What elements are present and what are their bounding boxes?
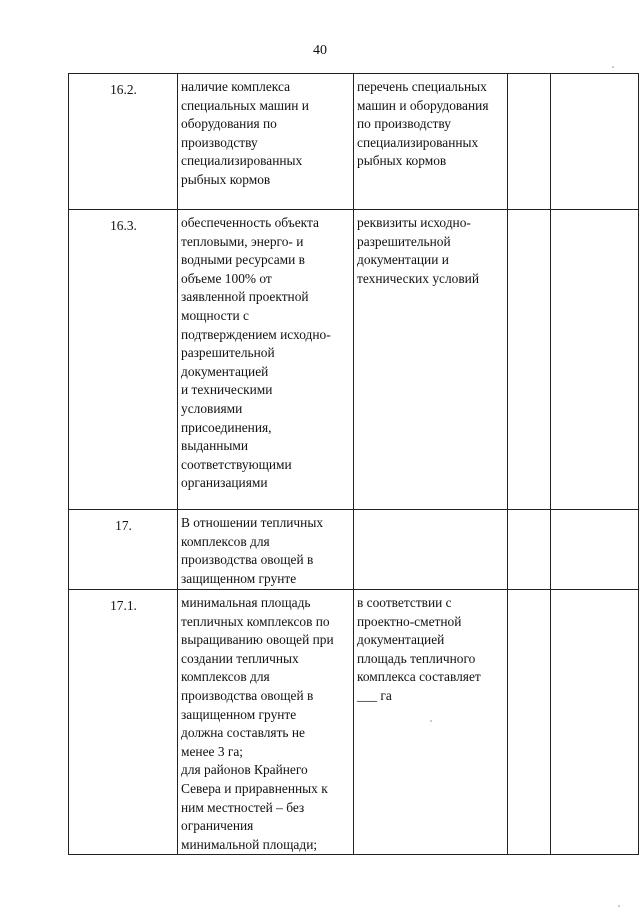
criterion-text: минимальная площадь тепличных комплексов по выращиванию овощей при создании тепличных комплексов для производства овощей в защищенном грунте должна составлять не менее 3 га; для районов Крайнего Севера и приравненных к ним местностей – без ограничения минимальной площади; <box>181 595 334 852</box>
criterion-cell <box>178 510 354 590</box>
criterion-text: наличие комплекса специальных машин и оборудования по производству специализированных рыбных кормов <box>181 79 309 187</box>
confirmation-cell <box>354 590 508 855</box>
row-number: 17.1. <box>69 590 178 855</box>
criterion-cell <box>178 590 354 855</box>
empty-cell <box>508 590 551 855</box>
confirmation-text: в соответствии с проектно-сметной документацией площадь тепличного комплекса составляет ___ га <box>357 595 481 703</box>
scan-speck <box>612 66 614 68</box>
confirmation-text: перечень специальных машин и оборудования по производству специализированных рыбных кормов <box>357 79 489 169</box>
empty-cell <box>508 510 551 590</box>
criterion-cell <box>178 210 354 510</box>
empty-cell <box>551 510 639 590</box>
scan-speck <box>430 720 432 722</box>
row-number: 17. <box>69 510 178 590</box>
empty-cell <box>551 590 639 855</box>
confirmation-cell <box>354 510 508 590</box>
page-number: 40 <box>313 43 327 58</box>
criterion-text: обеспеченность объекта тепловыми, энерго- и водными ресурсами в объеме 100% от заявленной проектной мощности с подтверждением исходно- разрешительной документацией и техническими условиями присоединения, выданными соответствующими организациями <box>181 215 331 491</box>
confirmation-cell <box>354 74 508 210</box>
table-row <box>69 210 639 510</box>
empty-cell <box>551 74 639 210</box>
table-row <box>69 510 639 590</box>
criterion-cell <box>178 74 354 210</box>
row-number: 16.3. <box>69 210 178 510</box>
confirmation-cell <box>354 210 508 510</box>
table-row <box>69 74 639 210</box>
criterion-text: В отношении тепличных комплексов для производства овощей в защищенном грунте <box>181 515 324 586</box>
table-row <box>69 590 639 855</box>
criteria-table <box>68 73 639 855</box>
empty-cell <box>508 74 551 210</box>
confirmation-text: реквизиты исходно- разрешительной документации и технических условий <box>357 215 479 286</box>
scan-speck <box>618 905 620 907</box>
empty-cell <box>508 210 551 510</box>
row-number: 16.2. <box>69 74 178 210</box>
empty-cell <box>551 210 639 510</box>
